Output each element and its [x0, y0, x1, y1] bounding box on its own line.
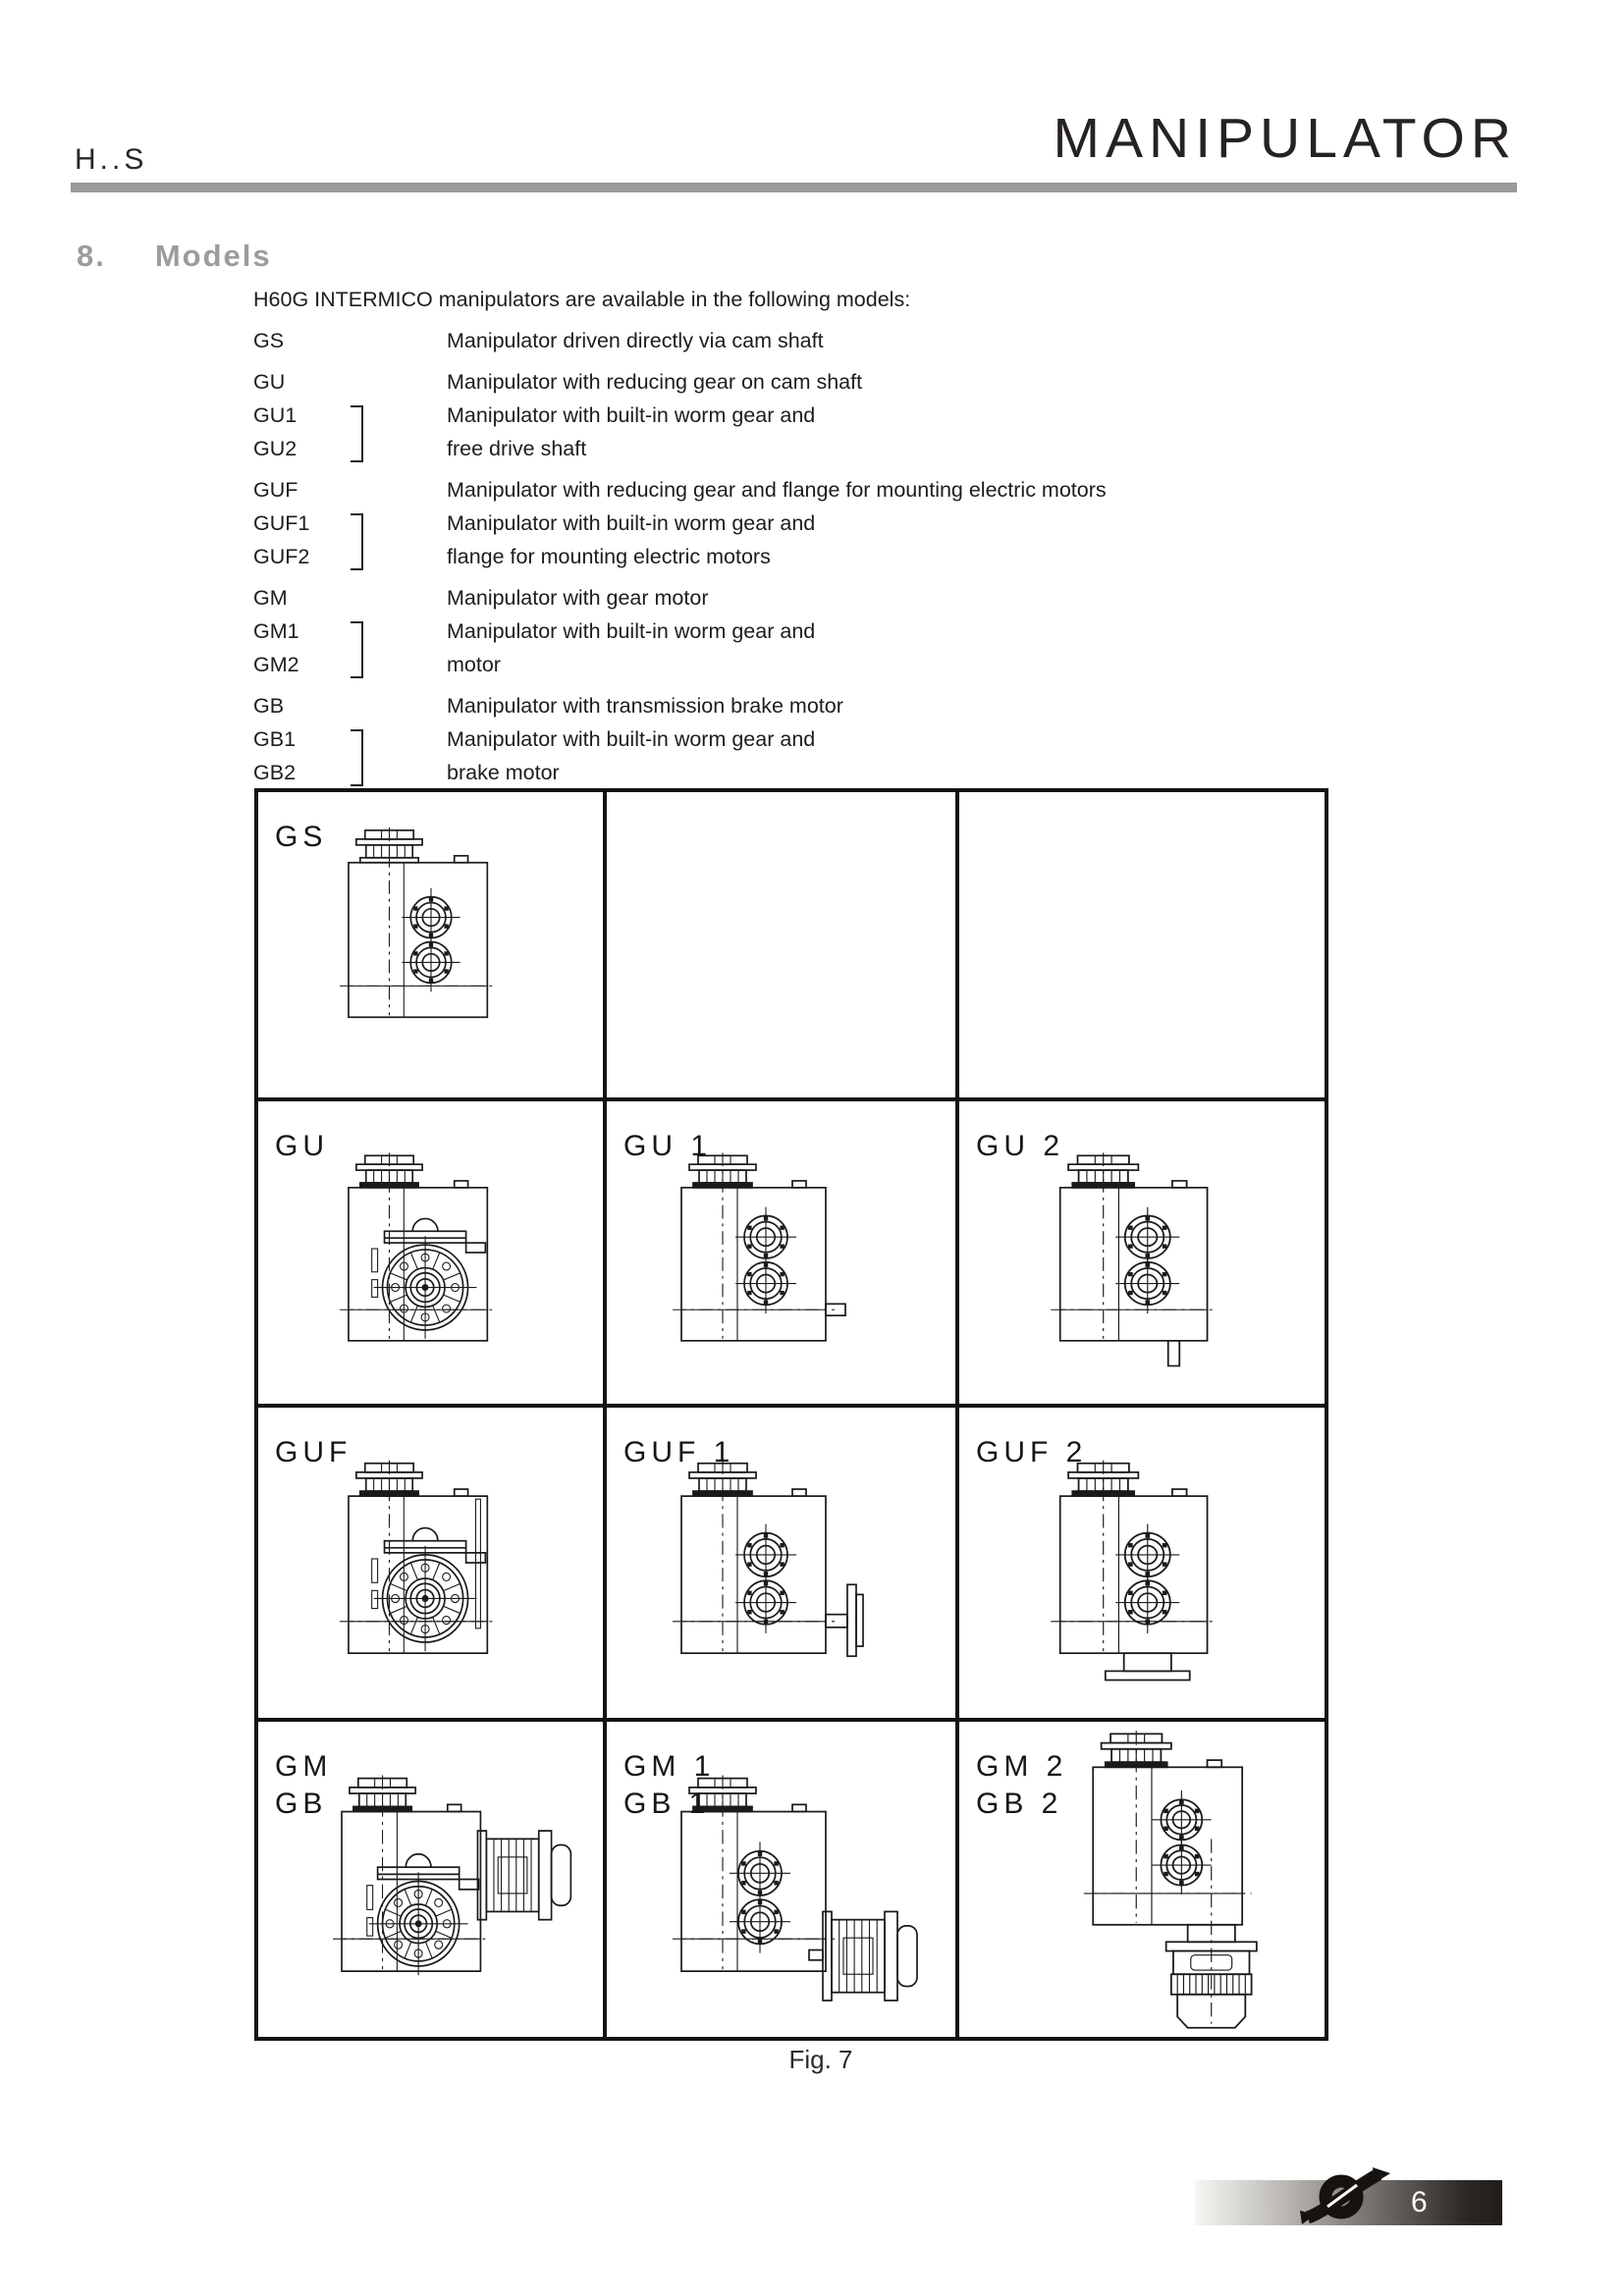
page-number: 6 — [1411, 2186, 1429, 2218]
model-description: free drive shaft — [447, 437, 587, 460]
intro-text: H60G INTERMICO manipulators are available in the following models: — [253, 288, 911, 311]
group-bracket-top-icon — [351, 722, 447, 756]
model-description: Manipulator driven directly via cam shaft — [447, 329, 824, 352]
figure-cell-label: GU 1 — [623, 1130, 713, 1162]
figure-cell-guf2 — [959, 1408, 1325, 1722]
bracket-spacer — [351, 581, 447, 614]
figure-cell-label: GB 1 — [623, 1788, 711, 1820]
figure-cell-label: GUF 2 — [976, 1436, 1088, 1468]
model-row — [253, 365, 1481, 399]
group-bracket-top-icon — [351, 399, 447, 432]
figure-cell-gu2 — [959, 1101, 1325, 1408]
figure-cell-guf1 — [607, 1408, 959, 1722]
group-bracket-bottom-icon — [351, 432, 447, 465]
header-rule — [71, 183, 1517, 192]
model-code: GM1 — [253, 619, 299, 643]
figure-cell-label: GB 2 — [976, 1788, 1063, 1820]
model-row — [253, 689, 1481, 722]
figure-cell-empty — [959, 792, 1325, 1101]
figure-cell-label: GM 1 — [623, 1750, 716, 1783]
figure-cell-gm1 — [607, 1722, 959, 2037]
bracket-spacer — [351, 365, 447, 399]
figure-cell-gs — [258, 792, 607, 1101]
bracket-spacer — [351, 324, 447, 357]
model-description: Manipulator with gear motor — [447, 586, 709, 610]
model-description: Manipulator with reducing gear and flange for mounting electric motors — [447, 478, 1107, 502]
section-title: Models — [154, 239, 272, 273]
model-code: GS — [253, 329, 285, 352]
model-description: Manipulator with built-in worm gear and — [447, 403, 816, 427]
figure-cell-gu1 — [607, 1101, 959, 1408]
model-row — [253, 540, 1481, 573]
figure-cell-guf — [258, 1408, 607, 1722]
model-row — [253, 324, 1481, 357]
model-description: Manipulator with built-in worm gear and — [447, 727, 816, 751]
model-row — [253, 432, 1481, 465]
group-bracket-bottom-icon — [351, 756, 447, 789]
model-row — [253, 581, 1481, 614]
figure-cell-gm2 — [959, 1722, 1325, 2037]
section-number: 8. — [77, 239, 106, 273]
figure-caption: Fig. 7 — [788, 2045, 853, 2074]
model-row — [253, 756, 1481, 789]
model-code: GM2 — [253, 653, 299, 676]
group-bracket-bottom-icon — [351, 648, 447, 681]
model-code: GUF — [253, 478, 298, 502]
model-code: GU2 — [253, 437, 298, 460]
figure-cell-label: GM 2 — [976, 1750, 1068, 1783]
bracket-spacer — [351, 473, 447, 507]
model-description: motor — [447, 653, 501, 676]
group-bracket-top-icon — [351, 614, 447, 648]
model-row — [253, 473, 1481, 507]
model-code: GB2 — [253, 761, 297, 784]
figure-cell-label: GS — [275, 821, 328, 853]
figure-cell-label: GU — [275, 1130, 329, 1162]
figure-cell-label: GUF — [275, 1436, 352, 1468]
model-row — [253, 399, 1481, 432]
model-code: GUF1 — [253, 511, 310, 535]
model-description: Manipulator with built-in worm gear and — [447, 619, 816, 643]
page-title: MANIPULATOR — [1053, 107, 1517, 170]
brand-logo-icon — [1294, 2162, 1394, 2230]
model-row — [253, 507, 1481, 540]
model-description: brake motor — [447, 761, 560, 784]
figure-cell-gm — [258, 1722, 607, 2037]
model-row — [253, 722, 1481, 756]
model-description: Manipulator with reducing gear on cam shaft — [447, 370, 863, 394]
figure-cell-label: GB — [275, 1788, 328, 1820]
product-code: H..S — [75, 143, 148, 176]
group-bracket-bottom-icon — [351, 540, 447, 573]
model-description: flange for mounting electric motors — [447, 545, 771, 568]
section-heading — [77, 239, 272, 274]
figure-cell-gu — [258, 1101, 607, 1408]
model-code: GB — [253, 694, 285, 718]
group-bracket-top-icon — [351, 507, 447, 540]
figure-grid — [254, 788, 1328, 2041]
model-code: GU1 — [253, 403, 298, 427]
model-list — [253, 283, 1481, 789]
model-row — [253, 614, 1481, 648]
bracket-spacer — [351, 689, 447, 722]
figure-cell-label: GUF 1 — [623, 1436, 735, 1468]
figure-cell-empty — [607, 792, 959, 1101]
model-code: GU — [253, 370, 286, 394]
model-code: GB1 — [253, 727, 297, 751]
figure-cell-label: GU 2 — [976, 1130, 1065, 1162]
model-code: GM — [253, 586, 288, 610]
model-code: GUF2 — [253, 545, 310, 568]
model-row — [253, 648, 1481, 681]
model-description: Manipulator with transmission brake motor — [447, 694, 843, 718]
figure-cell-label: GM — [275, 1750, 333, 1783]
model-description: Manipulator with built-in worm gear and — [447, 511, 816, 535]
